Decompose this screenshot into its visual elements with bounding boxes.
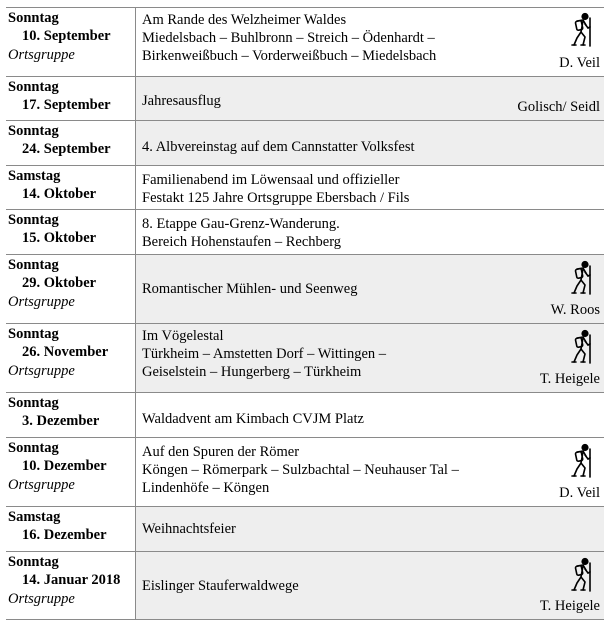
event-date: 14. Januar 2018 bbox=[22, 572, 121, 588]
event-description-cell bbox=[136, 121, 604, 165]
event-description-cell bbox=[136, 324, 604, 392]
event-description-cell bbox=[136, 77, 604, 120]
event-row bbox=[6, 7, 604, 76]
event-date-cell bbox=[6, 552, 136, 619]
hiker-icon bbox=[568, 260, 596, 296]
event-day: Sonntag bbox=[8, 79, 59, 95]
hiker-icon bbox=[568, 557, 596, 593]
event-leader: T. Heigele bbox=[539, 371, 600, 387]
event-group: Ortsgruppe bbox=[8, 477, 75, 493]
event-leader: T. Heigele bbox=[539, 598, 600, 614]
event-date-cell bbox=[6, 121, 136, 165]
hiker-icon bbox=[568, 12, 596, 48]
hiker-icon bbox=[568, 329, 596, 365]
event-day: Samstag bbox=[8, 509, 61, 525]
event-date-cell bbox=[6, 438, 136, 506]
event-text-line: Köngen – Römerpark – Sulzbachtal – Neuhauser Tal – bbox=[142, 462, 459, 478]
event-text-line: 8. Etappe Gau-Grenz-Wanderung. bbox=[142, 216, 340, 232]
event-date: 17. September bbox=[22, 97, 111, 113]
event-text-line: Im Vögelestal bbox=[142, 328, 224, 344]
event-row bbox=[6, 76, 604, 120]
event-row bbox=[6, 392, 604, 437]
event-description-cell bbox=[136, 507, 604, 551]
event-row bbox=[6, 120, 604, 165]
event-description-cell bbox=[136, 393, 604, 437]
event-date: 29. Oktober bbox=[22, 275, 97, 291]
event-date-cell bbox=[6, 507, 136, 551]
event-row bbox=[6, 551, 604, 620]
event-description-cell bbox=[136, 552, 604, 619]
event-day: Sonntag bbox=[8, 395, 59, 411]
event-date-cell bbox=[6, 255, 136, 323]
event-text-line: Romantischer Mühlen- und Seenweg bbox=[142, 281, 358, 297]
event-day: Samstag bbox=[8, 168, 61, 184]
event-group: Ortsgruppe bbox=[8, 294, 75, 310]
event-row bbox=[6, 165, 604, 209]
event-row bbox=[6, 437, 604, 506]
event-text-line: Lindenhöfe – Köngen bbox=[142, 480, 270, 496]
event-date-cell bbox=[6, 324, 136, 392]
event-text-line: Türkheim – Amstetten Dorf – Wittingen – bbox=[142, 346, 387, 362]
hiker-icon bbox=[568, 443, 596, 479]
event-text-line: Miedelsbach – Buhlbronn – Streich – Ödenhardt – bbox=[142, 30, 435, 46]
event-text-line: Bereich Hohenstaufen – Rechberg bbox=[142, 234, 342, 250]
event-day: Sonntag bbox=[8, 554, 59, 570]
event-description-cell bbox=[136, 166, 604, 209]
event-date: 10. Dezember bbox=[22, 458, 107, 474]
event-text-line: Auf den Spuren der Römer bbox=[142, 444, 300, 460]
event-text-line: Am Rande des Welzheimer Waldes bbox=[142, 12, 347, 28]
event-date: 24. September bbox=[22, 141, 111, 157]
event-date: 14. Oktober bbox=[22, 186, 97, 202]
event-date: 3. Dezember bbox=[22, 413, 100, 429]
event-leader: W. Roos bbox=[550, 302, 600, 318]
event-date: 15. Oktober bbox=[22, 230, 97, 246]
event-text-line: Geiselstein – Hungerberg – Türkheim bbox=[142, 364, 362, 380]
event-row bbox=[6, 254, 604, 323]
event-text-line: Eislinger Stauferwaldwege bbox=[142, 578, 299, 594]
event-date: 10. September bbox=[22, 28, 111, 44]
event-date-cell bbox=[6, 210, 136, 254]
event-text-line: Birkenweißbuch – Vorderweißbuch – Miedelsbach bbox=[142, 48, 437, 64]
event-text-line: Waldadvent am Kimbach CVJM Platz bbox=[142, 411, 364, 427]
event-group: Ortsgruppe bbox=[8, 363, 75, 379]
event-description-cell bbox=[136, 8, 604, 76]
event-day: Sonntag bbox=[8, 326, 59, 342]
event-date-cell bbox=[6, 166, 136, 209]
event-date-cell bbox=[6, 77, 136, 120]
event-leader: D. Veil bbox=[559, 55, 600, 71]
event-day: Sonntag bbox=[8, 212, 59, 228]
event-day: Sonntag bbox=[8, 123, 59, 139]
event-group: Ortsgruppe bbox=[8, 591, 75, 607]
event-row bbox=[6, 506, 604, 551]
event-date: 26. November bbox=[22, 344, 109, 360]
event-leader: D. Veil bbox=[559, 485, 600, 501]
event-date: 16. Dezember bbox=[22, 527, 107, 543]
event-text-line: Weihnachtsfeier bbox=[142, 521, 236, 537]
event-table bbox=[6, 7, 604, 620]
event-text-line: Familienabend im Löwensaal und offizieller bbox=[142, 172, 400, 188]
event-leader: Golisch/ Seidl bbox=[517, 99, 600, 115]
event-day: Sonntag bbox=[8, 257, 59, 273]
event-description-cell bbox=[136, 210, 604, 254]
event-description-cell bbox=[136, 438, 604, 506]
event-date-cell bbox=[6, 393, 136, 437]
event-day: Sonntag bbox=[8, 440, 59, 456]
event-text-line: Festakt 125 Jahre Ortsgruppe Ebersbach / Fils bbox=[142, 190, 410, 206]
event-description-cell bbox=[136, 255, 604, 323]
event-group: Ortsgruppe bbox=[8, 47, 75, 63]
event-day: Sonntag bbox=[8, 10, 59, 26]
event-row bbox=[6, 323, 604, 392]
event-text-line: Jahresausflug bbox=[142, 93, 221, 109]
event-date-cell bbox=[6, 8, 136, 76]
event-row bbox=[6, 209, 604, 254]
event-text-line: 4. Albvereinstag auf dem Cannstatter Volksfest bbox=[142, 139, 415, 155]
